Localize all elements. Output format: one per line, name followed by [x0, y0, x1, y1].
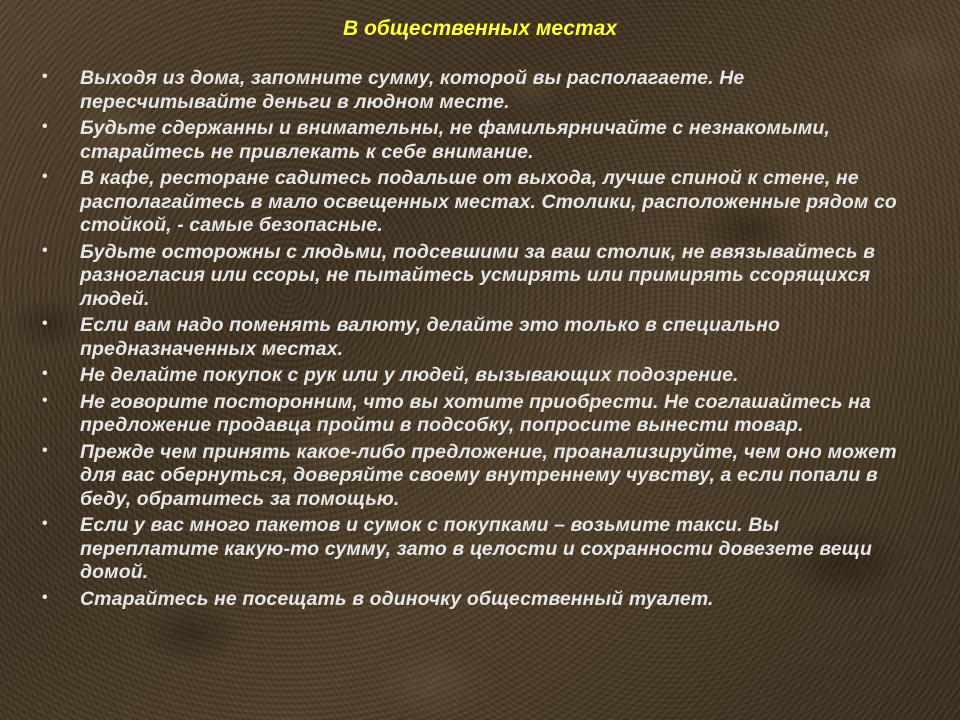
- bullet-text: Выходя из дома, запомните сумму, которой вы располагаете. Не пересчитывайте деньги в людном месте.: [80, 67, 745, 113]
- bullet-icon: •: [42, 241, 48, 259]
- bullet-text: Не говорите посторонним, что вы хотите приобрести. Не соглашайтесь на предложение продавца пройти в подсобку, попросите вынести товар.: [80, 390, 872, 436]
- bullet-item: [42, 241, 922, 312]
- bullet-icon: •: [42, 118, 48, 135]
- bullet-item: [42, 364, 922, 388]
- bullet-text: Старайтесь не посещать в одиночку общественный туалет.: [80, 587, 714, 610]
- bullet-icon: •: [42, 68, 48, 85]
- bullet-list: [42, 67, 922, 614]
- slide-title: В общественных местах: [342, 17, 618, 40]
- bullet-item: [42, 117, 922, 164]
- bullet-item: [42, 441, 922, 512]
- bullet-text: Если у вас много пакетов и сумок с покупками – возьмите такси. Вы переплатите какую-то сумму, зато в целости и сохранности довезете вещи домой.: [80, 514, 872, 583]
- bullet-text: Будьте осторожны с людьми, подсевшими за ваш столик, не ввязывайтесь в разногласия или ссоры, не пытайтесь усмирять или примирять ссорящихся людей.: [80, 240, 875, 310]
- bullet-icon: •: [42, 588, 48, 606]
- bullet-icon: •: [42, 365, 48, 382]
- bullet-icon: •: [42, 441, 48, 459]
- bullet-text: Если вам надо поменять валюту, делайте это только в специально предназначенных местах.: [80, 314, 781, 360]
- bullet-text: Не делайте покупок с рук или у людей, вызывающих подозрение.: [80, 364, 739, 386]
- bullet-text: Прежде чем принять какое-либо предложение, проанализируйте, чем оно может для вас обернуться, доверяйте своему внутреннему чувству, а если попали в беду, обратитесь за помощью.: [80, 440, 897, 510]
- bullet-text: Будьте сдержанны и внимательны, не фамильярничайте с незнакомыми, старайтесь не привлекать к себе внимание.: [80, 117, 830, 163]
- bullet-icon: •: [42, 168, 48, 185]
- bullet-item: [42, 514, 922, 585]
- bullet-item: [42, 167, 922, 238]
- bullet-icon: •: [42, 515, 48, 532]
- bullet-item: [42, 314, 922, 361]
- bullet-icon: •: [42, 315, 48, 332]
- bullet-item: [42, 588, 922, 612]
- bullet-icon: •: [42, 391, 48, 409]
- bullet-item: [42, 391, 922, 438]
- bullet-text: В кафе, ресторане садитесь подальше от выхода, лучше спиной к стене, не располагайтесь в мало освещенных местах. Столики, расположенные рядом со стойкой, - самые безопасные.: [80, 167, 897, 236]
- bullet-item: [42, 67, 922, 114]
